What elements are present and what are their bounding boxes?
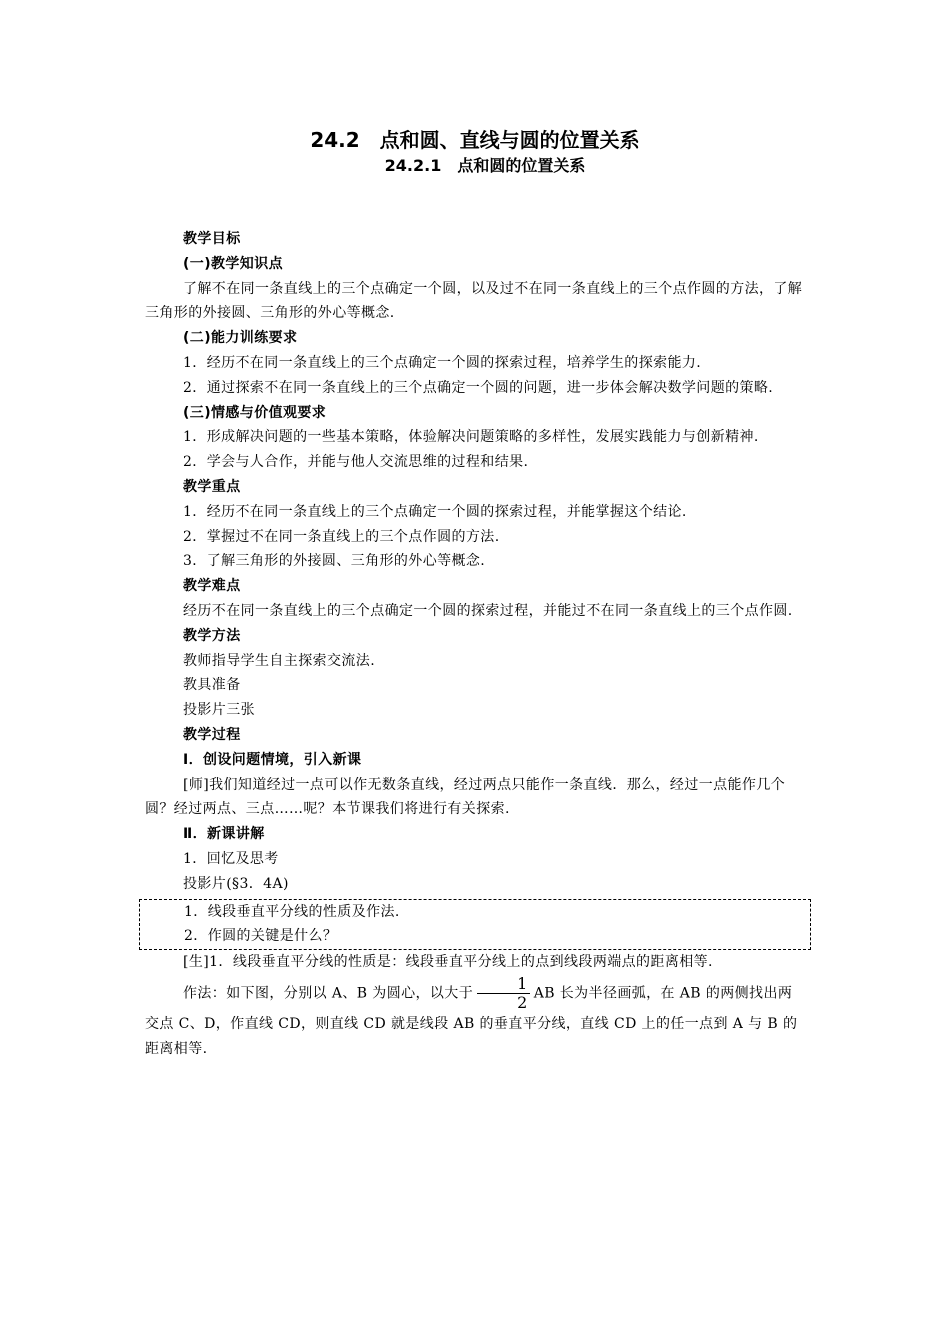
fraction-numerator: 1 <box>477 975 530 994</box>
paragraph-slide: 投影片(§3．4A) <box>183 875 289 892</box>
paragraph-key-1: 1．经历不在同一条直线上的三个点确定一个圆的探索过程，并能掌握这个结论. <box>183 503 687 520</box>
heading-step-2: Ⅱ．新课讲解 <box>183 826 265 843</box>
paragraph-knowledge: 了解不在同一条直线上的三个点确定一个圆，以及过不在同一条直线上的三个点作圆的方法，了解三角形的外接圆、三角形的外心等概念. <box>145 280 803 322</box>
paragraph-method: 教师指导学生自主探索交流法. <box>183 652 376 669</box>
paragraph-student-answer: [生]1．线段垂直平分线的性质是：线段垂直平分线上的点到线段两端点的距离相等. <box>183 954 713 971</box>
heading-process: 教学过程 <box>183 726 241 743</box>
box-question-2: 2．作圆的关键是什么？ <box>184 928 338 945</box>
paragraph-ability-1: 1．经历不在同一条直线上的三个点确定一个圆的探索过程，培养学生的探索能力. <box>183 354 702 371</box>
paragraph-step-1: [师]我们知道经过一点可以作无数条直线，经过两点只能作一条直线．那么，经过一点能作几个圆？经过两点、三点……呢？本节课我们将进行有关探索. <box>145 776 786 818</box>
heading-ability: (二)能力训练要求 <box>183 330 298 347</box>
paragraph-recall: 1．回忆及思考 <box>183 850 279 867</box>
paragraph-tools: 投影片三张 <box>183 702 255 719</box>
construction-text-a: 作法：如下图，分别以 A、B 为圆心，以大于 <box>183 985 474 1002</box>
heading-difficulties: 教学难点 <box>183 578 241 595</box>
slide-question-box <box>139 899 811 951</box>
fraction-one-half <box>477 975 530 1012</box>
page-title: 24.2 点和圆、直线与圆的位置关系 <box>310 128 640 152</box>
paragraph-construction <box>145 975 805 1062</box>
heading-step-1: Ⅰ．创设问题情境，引入新课 <box>183 751 362 768</box>
paragraph-key-3: 3．了解三角形的外接圆、三角形的外心等概念. <box>183 553 486 570</box>
heading-teaching-goal: 教学目标 <box>183 231 241 247</box>
box-question-1: 1．线段垂直平分线的性质及作法. <box>184 903 400 920</box>
construction-text-b: AB 长为半径画弧，在 AB 的两侧找出两交点 C、D，作直线 CD，则直线 CD 就是线段 AB 的垂直平分线，直线 CD 上的任一点到 A 与 B 的距离相等. <box>145 985 798 1057</box>
fraction-denominator: 2 <box>517 992 528 1012</box>
page-subtitle: 24.2.1 点和圆的位置关系 <box>384 156 586 175</box>
paragraph-tools-heading: 教具准备 <box>183 677 241 694</box>
paragraph-key-2: 2．掌握过不在同一条直线上的三个点作圆的方法. <box>183 528 500 545</box>
heading-method: 教学方法 <box>183 627 241 644</box>
heading-knowledge: (一)教学知识点 <box>183 255 283 272</box>
document-body <box>145 227 805 1062</box>
paragraph-difficulties: 经历不在同一条直线上的三个点确定一个圆的探索过程，并能过不在同一条直线上的三个点作圆. <box>183 602 793 619</box>
paragraph-ability-2: 2．通过探索不在同一条直线上的三个点确定一个圆的问题，进一步体会解决数学问题的策略. <box>183 379 774 396</box>
paragraph-emotion-2: 2．学会与人合作，并能与他人交流思维的过程和结果. <box>183 454 529 471</box>
paragraph-emotion-1: 1．形成解决问题的一些基本策略，体验解决问题策略的多样性，发展实践能力与创新精神. <box>183 429 759 446</box>
heading-emotion: (三)情感与价值观要求 <box>183 404 327 421</box>
heading-key-points: 教学重点 <box>183 478 241 495</box>
